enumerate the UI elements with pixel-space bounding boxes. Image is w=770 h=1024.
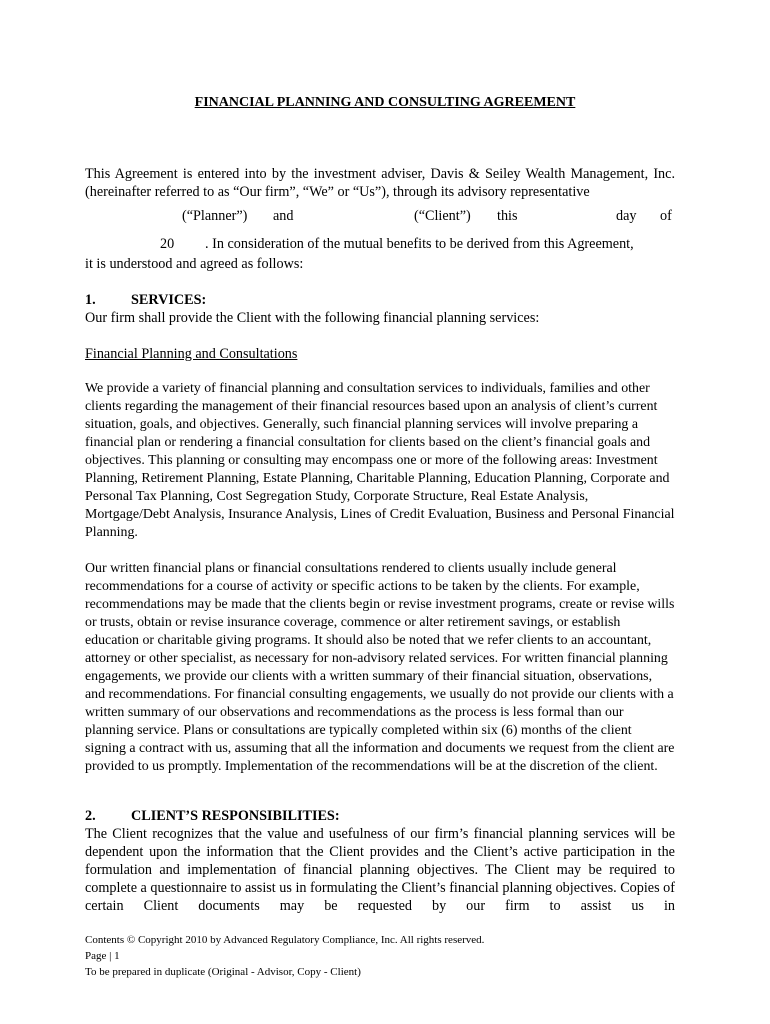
section-1-subheading: Financial Planning and Consultations [85,346,298,362]
section-1-text: Our firm shall provide the Client with the following financial planning services: [85,310,540,326]
section-2-title: CLIENT’S RESPONSIBILITIES: [131,808,340,824]
intro-paragraph: This Agreement is entered into by the investment adviser, Davis & Seiley Wealth Management, Inc. (hereinafter referred to as “Our firm”, “We” or “Us”), through its advisory representative [85,166,675,200]
intro-last-line: it is understood and agreed as follows: [85,256,304,272]
section-1-paragraph-2: Our written financial plans or financial consultations rendered to clients usually include general recommendations for a course of activity or specific actions to be taken by the clients. For example, recommendations may be made that the clients begin or revise investment programs, create or revise wills or trusts, obtain or revise insurance coverage, commence or alter retirement savings, or establish education or charitable giving programs. It should also be noted that we refer clients to an accountant, attorney or other specialist, as necessary for non-advisory related services. For written financial planning engagements, we provide our clients with a written summary of their financial situation, observations, and recommendations. For financial consulting engagements, we usually do not provide our clients with a written summary of our observations and recommendations as the process is less formal than our planning service. Plans or consultations are typically completed within six (6) months of the client signing a contract with us, assuming that all the information and documents we request from the client are provided to us promptly. Implementation of the recommendations will be at the discretion of the client. [85,561,675,774]
section-1-paragraph-1: We provide a variety of financial planning and consultation services to individuals, families and other clients regarding the management of their financial resources based upon an analysis of client’s current situation, goals, and objectives. Generally, such financial planning services will involve preparing a financial plan or rendering a financial consultation for clients based on the client’s financial goals and objectives. This planning or consulting may encompass one or more of the following areas: Investment Planning, Retirement Planning, Estate Planning, Charitable Planning, Education Planning, Corporate and Personal Tax Planning, Cost Segregation Study, Corporate Structure, Real Estate Analysis, Mortgage/Debt Analysis, Insurance Analysis, Lines of Credit Evaluation, Business and Personal Financial Planning. [85,381,675,540]
client-label: (“Client”) [414,208,471,224]
this-label: this [497,208,518,224]
planner-label: (“Planner”) [182,208,248,224]
section-2-paragraph: The Client recognizes that the value and usefulness of our firm’s financial planning services will be dependent upon the information that the Client provides and the Client’s active participation in the formulation and implementation of financial planning objectives. The Client may be required to complete a questionnaire to assist us in formulating the Client’s financial planning objectives. Copies of certain Client documents may be requested by our firm to assist us in [85,826,675,914]
year-prefix: 20 [160,236,175,252]
section-2-number: 2. [85,808,96,824]
footer-duplicate-note: To be prepared in duplicate (Original - Advisor, Copy - Client) [85,966,361,978]
footer-copyright: Contents © Copyright 2010 by Advanced Regulatory Compliance, Inc. All rights reserved. [85,934,485,946]
and-label: and [273,208,294,224]
intro-continuation: . In consideration of the mutual benefits to be derived from this Agreement, [205,236,634,252]
of-label: of [660,208,672,224]
day-label: day [616,208,637,224]
footer-page-number: Page | 1 [85,950,120,962]
section-1-title: SERVICES: [131,292,207,308]
section-1-number: 1. [85,292,96,308]
section-2-heading [85,807,340,825]
section-1-heading [85,291,206,309]
page-title: FINANCIAL PLANNING AND CONSULTING AGREEMENT [194,95,576,110]
